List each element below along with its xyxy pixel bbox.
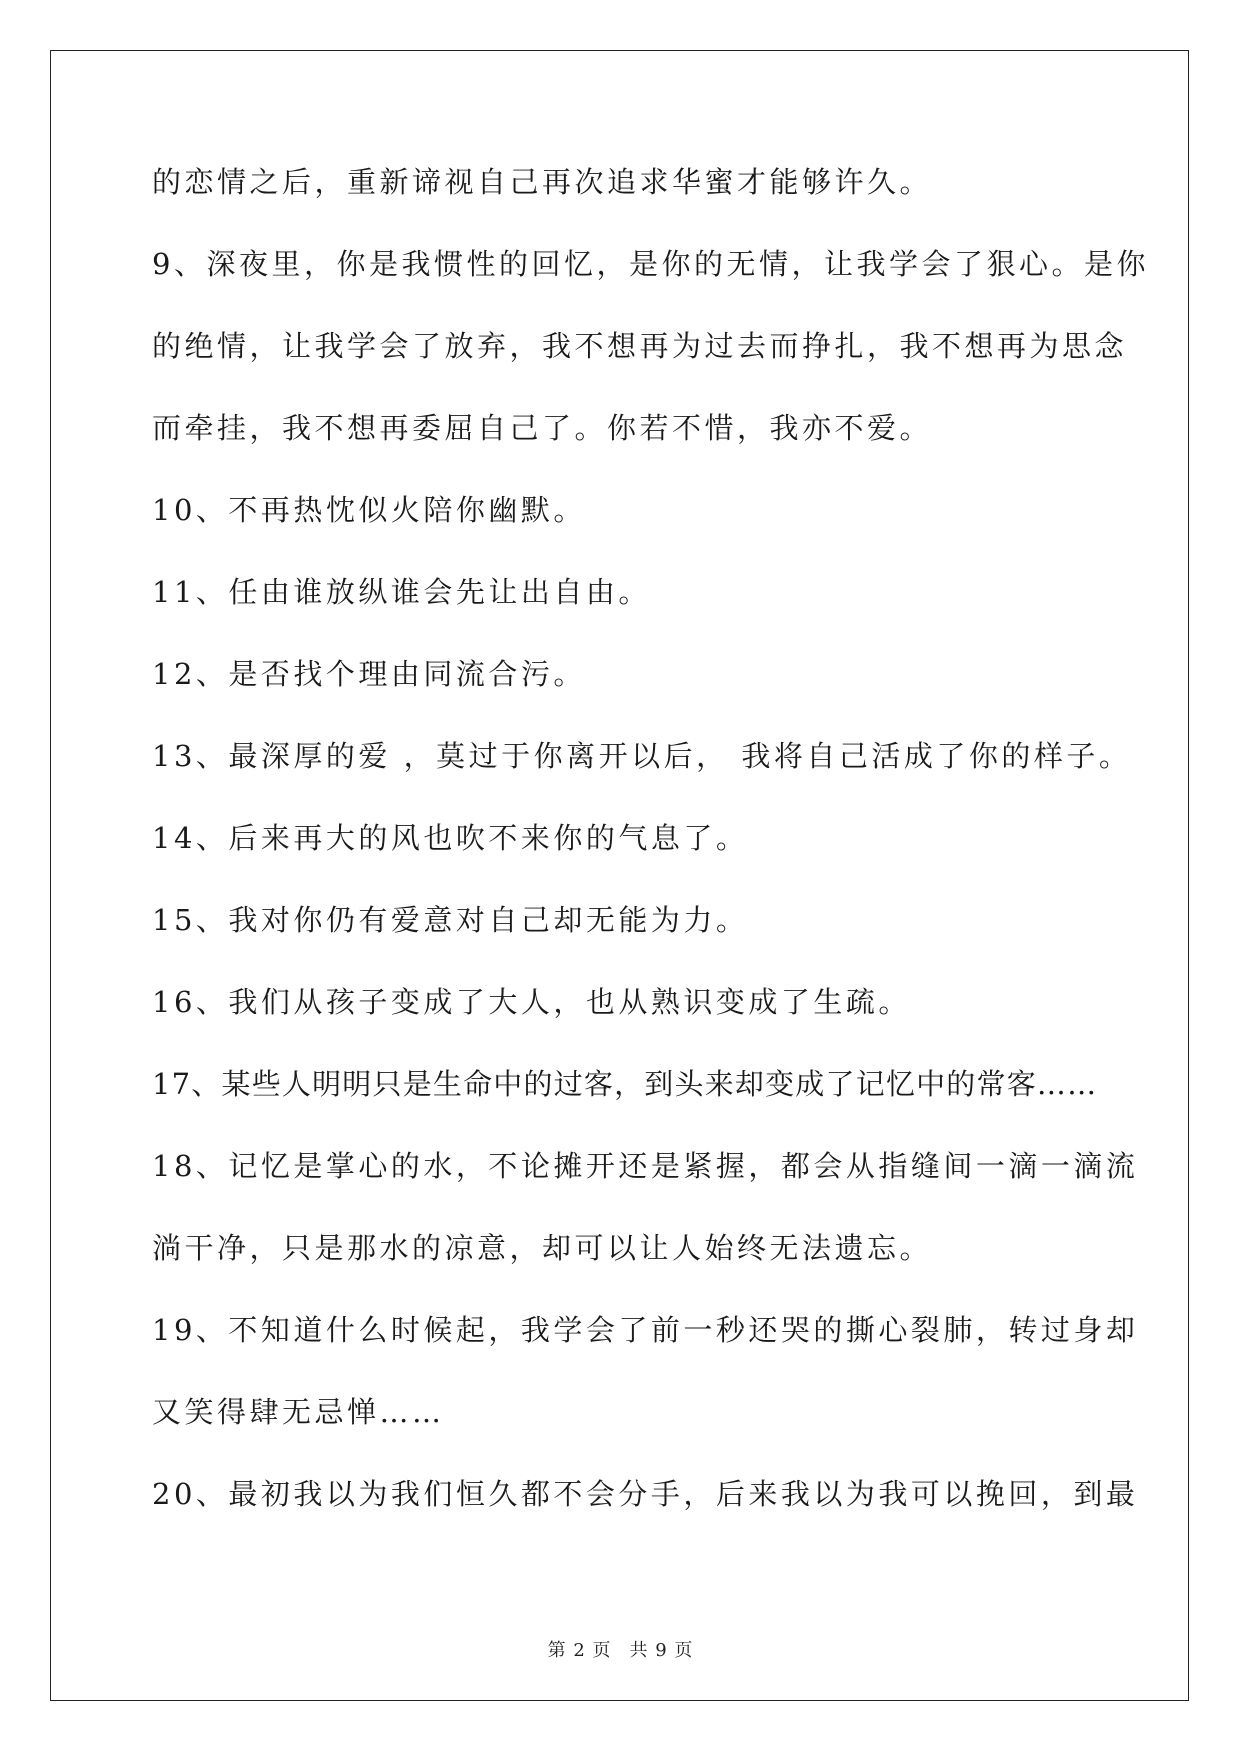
document-body	[152, 165, 1149, 1559]
text-line: 17、某些人明明只是生命中的过客，到头来却变成了记忆中的常客……	[152, 1067, 1098, 1101]
text-line: 12、是否找个理由同流合污。	[152, 657, 586, 691]
text-line: 又笑得肆无忌惮……	[152, 1395, 445, 1429]
text-line: 11、任由谁放纵谁会先让出自由。	[152, 575, 651, 609]
text-line: 10、不再热忱似火陪你幽默。	[152, 493, 586, 527]
text-line: 淌干净，只是那水的凉意，却可以让人始终无法遗忘。	[152, 1231, 933, 1265]
text-line: 16、我们从孩子变成了大人，也从熟识变成了生疏。	[152, 985, 911, 1019]
text-line: 的恋情之后，重新谛视自己再次追求华蜜才能够许久。	[152, 165, 933, 199]
text-line: 15、我对你仍有爱意对自己却无能为力。	[152, 903, 749, 937]
text-line: 9、深夜里，你是我惯性的回忆，是你的无情，让我学会了狠心。是你	[152, 247, 1149, 281]
text-line: 而牵挂，我不想再委屈自己了。你若不惜，我亦不爱。	[152, 411, 933, 445]
page-number-total: 共 9 页	[629, 1640, 694, 1661]
text-line: 13、最深厚的爱 ，莫过于你离开以后， 我将自己活成了你的样子。	[152, 739, 1132, 773]
text-line: 的绝情，让我学会了放弃，我不想再为过去而挣扎，我不想再为思念	[152, 329, 1128, 363]
text-line: 20、最初我以为我们恒久都不会分手，后来我以为我可以挽回，到最	[152, 1477, 1139, 1511]
page-footer	[0, 1636, 1241, 1662]
text-line: 18、记忆是掌心的水，不论摊开还是紧握，都会从指缝间一滴一滴流	[152, 1149, 1139, 1183]
text-line: 14、后来再大的风也吹不来你的气息了。	[152, 821, 749, 855]
text-line: 19、不知道什么时候起，我学会了前一秒还哭的撕心裂肺，转过身却	[152, 1313, 1139, 1347]
page-number-current: 第 2 页	[547, 1640, 612, 1661]
